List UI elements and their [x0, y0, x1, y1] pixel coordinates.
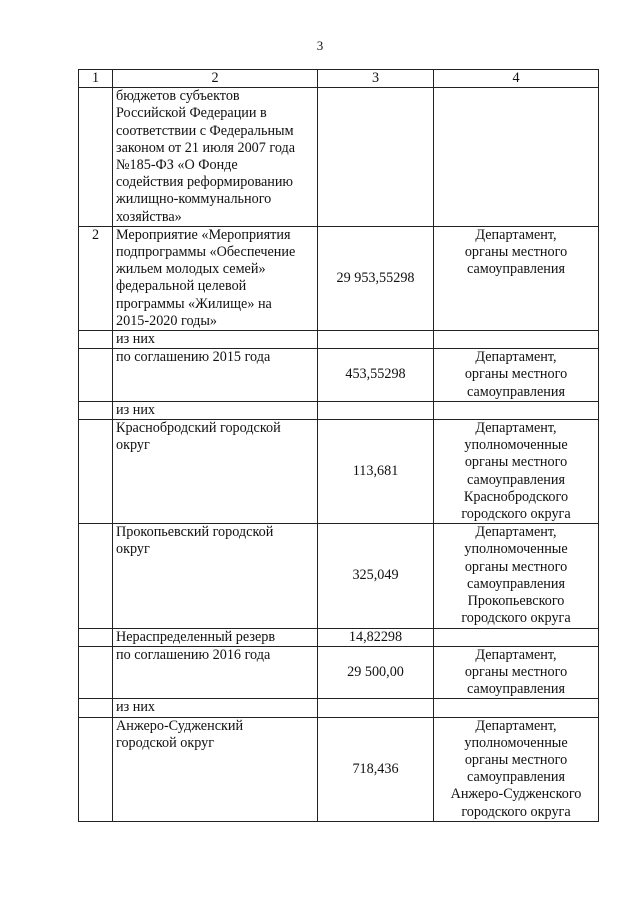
- amount-cell: [318, 88, 434, 227]
- executor-line: Краснобродского: [463, 488, 569, 505]
- amount-cell: [318, 628, 434, 646]
- item-name-cell: [113, 628, 318, 646]
- amount-cell: [318, 646, 434, 699]
- item-name-line: Мероприятие «Мероприятия: [116, 226, 291, 243]
- item-name-line: содействия реформированию: [116, 174, 294, 191]
- item-name-line: жильем молодых семей»: [116, 261, 266, 278]
- table-row: [79, 717, 599, 821]
- column-header: 2: [113, 70, 318, 88]
- table-row: [79, 88, 599, 227]
- item-name-line: жилищно-коммунального: [116, 191, 272, 208]
- item-name-line: 2015-2020 годы»: [116, 312, 218, 329]
- amount-cell: [318, 226, 434, 330]
- row-number-cell: [79, 349, 113, 402]
- item-name-cell: [113, 524, 318, 628]
- amount-value: 14,82298: [348, 628, 403, 645]
- table-row: [79, 226, 599, 330]
- column-header: 3: [318, 70, 434, 88]
- executor-cell: [434, 717, 599, 821]
- amount-cell: [318, 699, 434, 717]
- item-name-line: из них: [116, 699, 156, 716]
- executor-cell: [434, 524, 599, 628]
- item-name-cell: [113, 88, 318, 227]
- item-name-cell: [113, 717, 318, 821]
- executor-line: органы местного: [464, 244, 568, 261]
- executor-cell: [434, 420, 599, 524]
- table-row: [79, 628, 599, 646]
- item-name-cell: [113, 349, 318, 402]
- executor-cell: [434, 699, 599, 717]
- executor-line: самоуправления: [467, 261, 565, 278]
- amount-value: 718,436: [352, 760, 399, 777]
- row-number-cell: [79, 401, 113, 419]
- executor-line: городского округа: [461, 803, 571, 820]
- executor-line: Анжеро-Судженского: [450, 786, 582, 803]
- program-table: [78, 69, 599, 822]
- column-header: 4: [434, 70, 599, 88]
- item-name-line: Краснобродский городской: [116, 420, 281, 437]
- executor-line: Департамент,: [475, 420, 557, 437]
- item-name-line: из них: [116, 401, 156, 418]
- executor-line: Прокопьевского: [467, 593, 565, 610]
- row-number-cell: [79, 88, 113, 227]
- executor-line: органы местного: [464, 454, 568, 471]
- amount-cell: [318, 717, 434, 821]
- item-name-line: федеральной целевой: [116, 278, 247, 295]
- amount-cell: [318, 349, 434, 402]
- item-name-line: хозяйства»: [116, 208, 182, 225]
- executor-line: Департамент,: [475, 524, 557, 541]
- column-header: 1: [79, 70, 113, 88]
- executor-cell: [434, 88, 599, 227]
- executor-line: органы местного: [464, 663, 568, 680]
- table-header-row: [79, 70, 599, 88]
- executor-line: самоуправления: [467, 681, 565, 698]
- amount-value: 29 500,00: [347, 663, 404, 680]
- item-name-line: по соглашению 2015 года: [116, 349, 271, 366]
- executor-cell: [434, 226, 599, 330]
- table-row: [79, 331, 599, 349]
- executor-cell: [434, 628, 599, 646]
- row-number-cell: [79, 420, 113, 524]
- table-row: [79, 420, 599, 524]
- item-name-line: соответствии с Федеральным: [116, 122, 294, 139]
- amount-value: 113,681: [352, 463, 399, 480]
- executor-cell: [434, 349, 599, 402]
- amount-value: 29 953,55298: [336, 269, 415, 286]
- executor-line: Департамент,: [475, 646, 557, 663]
- executor-line: органы местного: [464, 366, 568, 383]
- executor-line: уполномоченные: [464, 734, 568, 751]
- table-body: [79, 88, 599, 822]
- item-name-cell: [113, 420, 318, 524]
- item-name-line: округ: [116, 541, 150, 558]
- row-number-cell: [79, 524, 113, 628]
- table-row: [79, 646, 599, 699]
- table-row: [79, 349, 599, 402]
- table-row: [79, 401, 599, 419]
- executor-line: самоуправления: [467, 471, 565, 488]
- executor-line: Департамент,: [475, 717, 557, 734]
- executor-line: уполномоченные: [464, 437, 568, 454]
- amount-cell: [318, 524, 434, 628]
- item-name-line: Российской Федерации в: [116, 105, 267, 122]
- item-name-line: законом от 21 июля 2007 года: [116, 139, 296, 156]
- item-name-line: Анжеро-Судженский: [116, 717, 244, 734]
- row-number-cell: [79, 699, 113, 717]
- item-name-line: городской округ: [116, 734, 215, 751]
- item-name-cell: [113, 226, 318, 330]
- executor-line: органы местного: [464, 751, 568, 768]
- executor-cell: [434, 646, 599, 699]
- item-name-line: округ: [116, 437, 150, 454]
- amount-value: 325,049: [352, 567, 399, 584]
- row-number: 2: [91, 226, 100, 243]
- row-number-cell: [79, 717, 113, 821]
- executor-line: самоуправления: [467, 575, 565, 592]
- item-name-line: из них: [116, 331, 156, 348]
- page-number: 3: [316, 38, 324, 53]
- amount-value: 453,55298: [345, 366, 406, 383]
- row-number-cell: [79, 226, 113, 330]
- executor-line: самоуправления: [467, 769, 565, 786]
- row-number-cell: [79, 646, 113, 699]
- row-number-cell: [79, 628, 113, 646]
- item-name-line: Нераспределенный резерв: [116, 628, 276, 645]
- table-row: [79, 699, 599, 717]
- item-name-cell: [113, 401, 318, 419]
- executor-line: органы местного: [464, 558, 568, 575]
- item-name-line: бюджетов субъектов: [116, 88, 240, 105]
- item-name-cell: [113, 646, 318, 699]
- executor-line: городского округа: [461, 506, 571, 523]
- row-number-cell: [79, 331, 113, 349]
- table-row: [79, 524, 599, 628]
- executor-line: самоуправления: [467, 383, 565, 400]
- amount-cell: [318, 401, 434, 419]
- amount-cell: [318, 420, 434, 524]
- executor-line: уполномоченные: [464, 541, 568, 558]
- executor-line: Департамент,: [475, 226, 557, 243]
- executor-cell: [434, 331, 599, 349]
- item-name-cell: [113, 331, 318, 349]
- amount-cell: [318, 331, 434, 349]
- item-name-cell: [113, 699, 318, 717]
- item-name-line: №185-ФЗ «О Фонде: [116, 157, 238, 174]
- item-name-line: программы «Жилище» на: [116, 295, 272, 312]
- executor-cell: [434, 401, 599, 419]
- item-name-line: Прокопьевский городской: [116, 524, 274, 541]
- item-name-line: по соглашению 2016 года: [116, 646, 271, 663]
- executor-line: Департамент,: [475, 349, 557, 366]
- executor-line: городского округа: [461, 610, 571, 627]
- item-name-line: подпрограммы «Обеспечение: [116, 244, 296, 261]
